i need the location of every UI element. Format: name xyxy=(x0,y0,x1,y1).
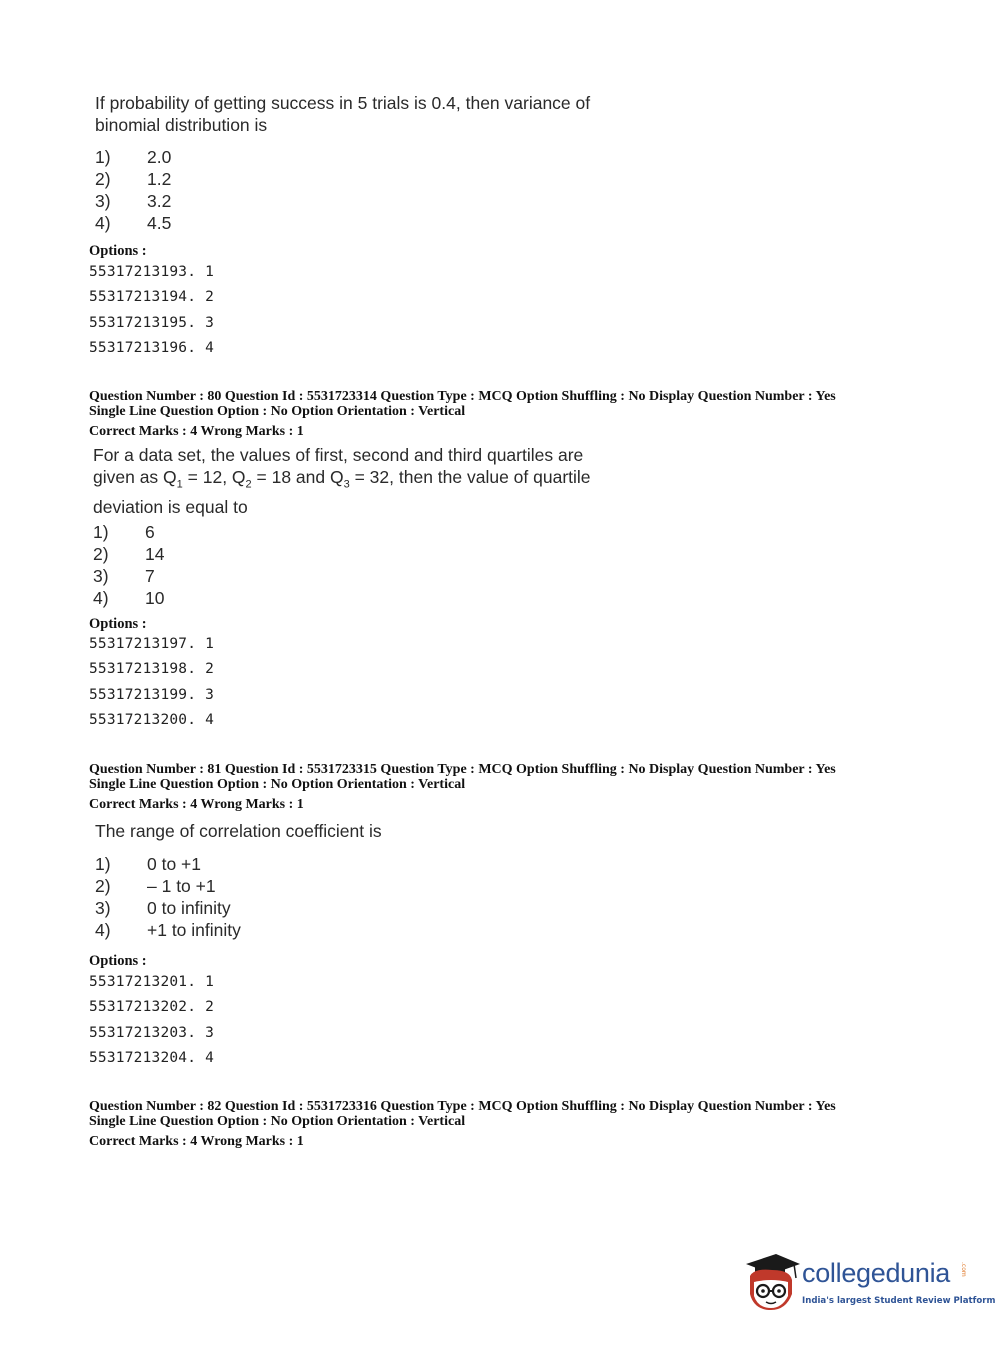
question-text xyxy=(95,820,382,842)
question-meta xyxy=(89,1099,836,1149)
options-label: Options : xyxy=(89,243,147,259)
choice-text: – 1 to +1 xyxy=(147,876,216,896)
question-text-line: If probability of getting success in 5 trials is 0.4, then variance of xyxy=(95,93,591,113)
collegedunia-logo[interactable] xyxy=(742,1250,996,1320)
option-id: 55317213202. 2 xyxy=(89,999,215,1016)
choice-text: 0 to +1 xyxy=(147,854,202,874)
choice-text: +1 to infinity xyxy=(147,920,241,940)
option-id: 55317213200. 4 xyxy=(89,711,215,728)
choice-number: 2) xyxy=(95,169,111,189)
option-id-list xyxy=(89,632,214,733)
choice-number: 4) xyxy=(93,588,109,608)
choice-number: 3) xyxy=(95,898,111,918)
choice-number: 1) xyxy=(95,854,111,874)
choice-number: 4) xyxy=(95,213,111,233)
choice-text: 7 xyxy=(145,566,155,586)
option-id: 55317213194. 2 xyxy=(89,289,215,306)
option-id: 55317213197. 1 xyxy=(89,636,215,652)
meta-line: Question Number : 81 Question Id : 5531723315 Question Type : MCQ Option Shuffling : No Display Question Number : Yes xyxy=(89,762,836,777)
choice-number: 3) xyxy=(95,191,111,211)
option-id: 55317213204. 4 xyxy=(89,1049,215,1066)
question-text-line: binomial distribution is xyxy=(95,115,268,135)
choice-text: 10 xyxy=(145,588,165,608)
question-text xyxy=(93,444,591,518)
question-text-line: deviation is equal to xyxy=(93,496,248,517)
choice-number: 4) xyxy=(95,920,111,940)
choice-text: 6 xyxy=(145,522,155,542)
choice-number: 3) xyxy=(93,566,109,586)
logo-wordmark: collegedunia xyxy=(802,1258,951,1288)
option-id: 55317213203. 3 xyxy=(89,1024,215,1041)
question-text xyxy=(95,92,590,136)
option-id-list xyxy=(89,260,214,361)
marks-line: Correct Marks : 4 Wrong Marks : 1 xyxy=(89,797,304,812)
choice-number: 1) xyxy=(95,147,111,167)
meta-line: Single Line Question Option : No Option Orientation : Vertical xyxy=(89,1114,466,1129)
logo-tagline: India's largest Student Review Platform xyxy=(802,1296,996,1306)
meta-line: Single Line Question Option : No Option Orientation : Vertical xyxy=(89,777,466,792)
question-meta xyxy=(89,389,836,439)
choice-number: 1) xyxy=(93,522,109,542)
choice-text: 0 to infinity xyxy=(147,898,231,918)
question-text-line: given as $Q_1 = 12$, $Q_2 = 18$ and $Q_3 = 32$, then the value of quartile xyxy=(93,467,591,491)
choice-text: 4.5 xyxy=(147,213,172,233)
choice-text: 3.2 xyxy=(147,191,172,211)
choice-text: 14 xyxy=(145,544,165,564)
meta-line: Question Number : 82 Question Id : 5531723316 Question Type : MCQ Option Shuffling : No Display Question Number : Yes xyxy=(89,1099,836,1114)
question-meta xyxy=(89,762,836,812)
question-text-line: For a data set, the values of first, second and third quartiles are xyxy=(93,445,584,465)
marks-line: Correct Marks : 4 Wrong Marks : 1 xyxy=(89,424,304,439)
option-id-list xyxy=(89,970,214,1071)
meta-line: Question Number : 80 Question Id : 5531723314 Question Type : MCQ Option Shuffling : No Display Question Number : Yes xyxy=(89,389,836,404)
option-id: 55317213199. 3 xyxy=(89,686,215,703)
options-label: Options : xyxy=(89,953,147,969)
option-id: 55317213201. 1 xyxy=(89,974,215,990)
option-id: 55317213193. 1 xyxy=(89,264,215,280)
choice-text: 1.2 xyxy=(147,169,172,189)
logo-com: .com xyxy=(960,1262,967,1277)
mascot-icon xyxy=(742,1250,800,1316)
marks-line: Correct Marks : 4 Wrong Marks : 1 xyxy=(89,1134,304,1149)
option-id: 55317213196. 4 xyxy=(89,339,215,356)
choice-text: 2.0 xyxy=(147,147,172,167)
choice-number: 2) xyxy=(93,544,109,564)
meta-line: Single Line Question Option : No Option Orientation : Vertical xyxy=(89,404,466,419)
question-text-line: The range of correlation coefficient is xyxy=(95,821,382,841)
option-id: 55317213198. 2 xyxy=(89,661,215,678)
option-id: 55317213195. 3 xyxy=(89,314,215,331)
options-label: Options : xyxy=(89,616,147,632)
choice-number: 2) xyxy=(95,876,111,896)
